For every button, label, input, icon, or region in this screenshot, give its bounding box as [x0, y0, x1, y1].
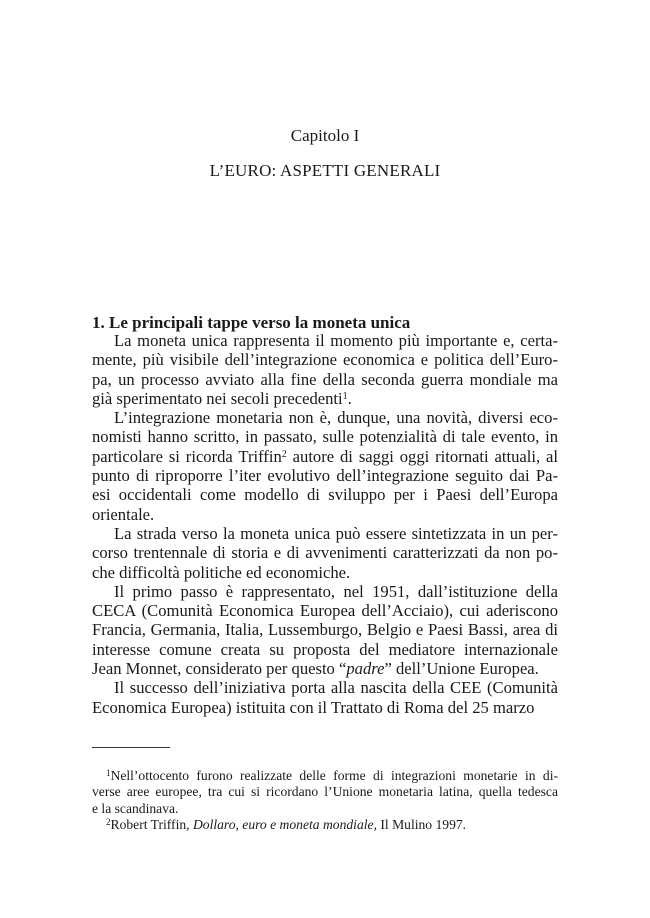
paragraph	[92, 678, 558, 717]
body-text	[92, 331, 558, 717]
footnote	[92, 817, 558, 833]
text-span: esi occidentali come modello di sviluppo per i Paesi dell’Europa	[92, 485, 558, 505]
paragraph	[92, 408, 558, 524]
text-span: autore di saggi oggi ritornati attuali, al	[286, 446, 558, 466]
footnote-divider	[92, 747, 170, 748]
text-span: verse aree europee, tra cui si ricordano l’Unione monetaria latina, quella tedesca	[92, 784, 558, 800]
text-span: nomisti hanno scritto, in passato, sulle potenzialità di tale evento, in	[92, 427, 558, 447]
text-span: La strada verso la moneta unica può essere sintetizzata in un per-	[114, 523, 558, 543]
footnote-ref: 1	[342, 390, 348, 402]
text-span: .	[347, 388, 352, 408]
text-span: CECA (Comunità Economica Europea dell’Acciaio), cui aderiscono	[92, 601, 558, 621]
text-line	[92, 408, 558, 427]
text-line	[92, 601, 558, 620]
italic-text: Dollaro, euro e moneta mondiale,	[192, 816, 377, 832]
text-line	[92, 768, 558, 784]
text-line	[92, 524, 558, 543]
text-line	[92, 331, 558, 350]
text-span: pa, un processo avviato alla fine della seconda guerra mondiale ma	[92, 369, 558, 389]
paragraph	[92, 331, 558, 408]
text-span: orientale.	[92, 504, 155, 524]
text-line	[92, 582, 558, 601]
footnote-ref: 2	[281, 448, 287, 460]
text-line	[92, 817, 558, 833]
text-line	[92, 427, 558, 446]
paragraph	[92, 582, 558, 678]
text-line	[92, 801, 558, 817]
text-span: Il primo passo è rappresentato, nel 1951, dall’istituzione della	[114, 581, 558, 601]
text-span: e la scandinava.	[92, 800, 179, 816]
text-line	[92, 659, 558, 678]
text-line	[92, 543, 558, 562]
text-line	[92, 678, 558, 697]
text-line	[92, 563, 558, 582]
text-span: interesse comune creata su proposta del mediatore internazionale	[92, 639, 558, 659]
text-line	[92, 389, 558, 408]
text-span: Francia, Germania, Italia, Lussemburgo, Belgio e Paesi Bassi, area di	[92, 620, 558, 640]
italic-text: padre	[346, 659, 385, 679]
text-span: corso trentennale di storia e di avvenimenti caratterizzati da non po-	[92, 543, 558, 563]
text-line	[92, 466, 558, 485]
text-line	[92, 485, 558, 504]
text-span: Il Mulino 1997.	[376, 816, 467, 832]
paragraph	[92, 524, 558, 582]
footnote	[92, 768, 558, 817]
text-span: Robert Triffin,	[110, 816, 193, 832]
footnote-ref: 1	[106, 768, 111, 778]
text-span: L’integrazione monetaria non è, dunque, una novità, diversi eco-	[114, 408, 558, 428]
footnote-ref: 2	[106, 816, 111, 827]
text-line	[92, 447, 558, 466]
section-heading: 1. Le principali tappe verso la moneta unica	[92, 313, 411, 332]
text-line	[92, 640, 558, 659]
text-line	[92, 620, 558, 639]
text-span: Economica Europea) istituita con il Trattato di Roma del 25 marzo	[92, 697, 535, 717]
text-line	[92, 370, 558, 389]
text-span: che difficoltà politiche ed economiche.	[92, 562, 351, 582]
text-line	[92, 350, 558, 369]
chapter-title: L’EURO: ASPETTI GENERALI	[209, 161, 441, 180]
text-line	[92, 784, 558, 800]
text-span: Il successo dell’iniziativa porta alla nascita della CEE (Comunità	[114, 678, 558, 698]
text-span: particolare si ricorda Triffin	[92, 446, 282, 466]
text-line	[92, 698, 558, 717]
text-span: già sperimentato nei secoli precedenti	[92, 388, 343, 408]
text-span: Jean Monnet, considerato per questo “	[92, 659, 347, 679]
text-line	[92, 505, 558, 524]
text-span: Nell’ottocento furono realizzate delle forme di integrazioni monetarie in di-	[110, 768, 558, 783]
text-span: ” dell’Unione Europea.	[384, 659, 539, 679]
text-span: La moneta unica rappresenta il momento più importante e, certa-	[114, 331, 558, 350]
footnotes	[92, 768, 558, 833]
text-span: mente, più visibile dell’integrazione economica e politica dell’Euro-	[92, 350, 558, 370]
text-span: punto di riproporre l’iter evolutivo dell’integrazione seguito dai Pa-	[92, 466, 558, 486]
chapter-label: Capitolo I	[290, 126, 360, 145]
